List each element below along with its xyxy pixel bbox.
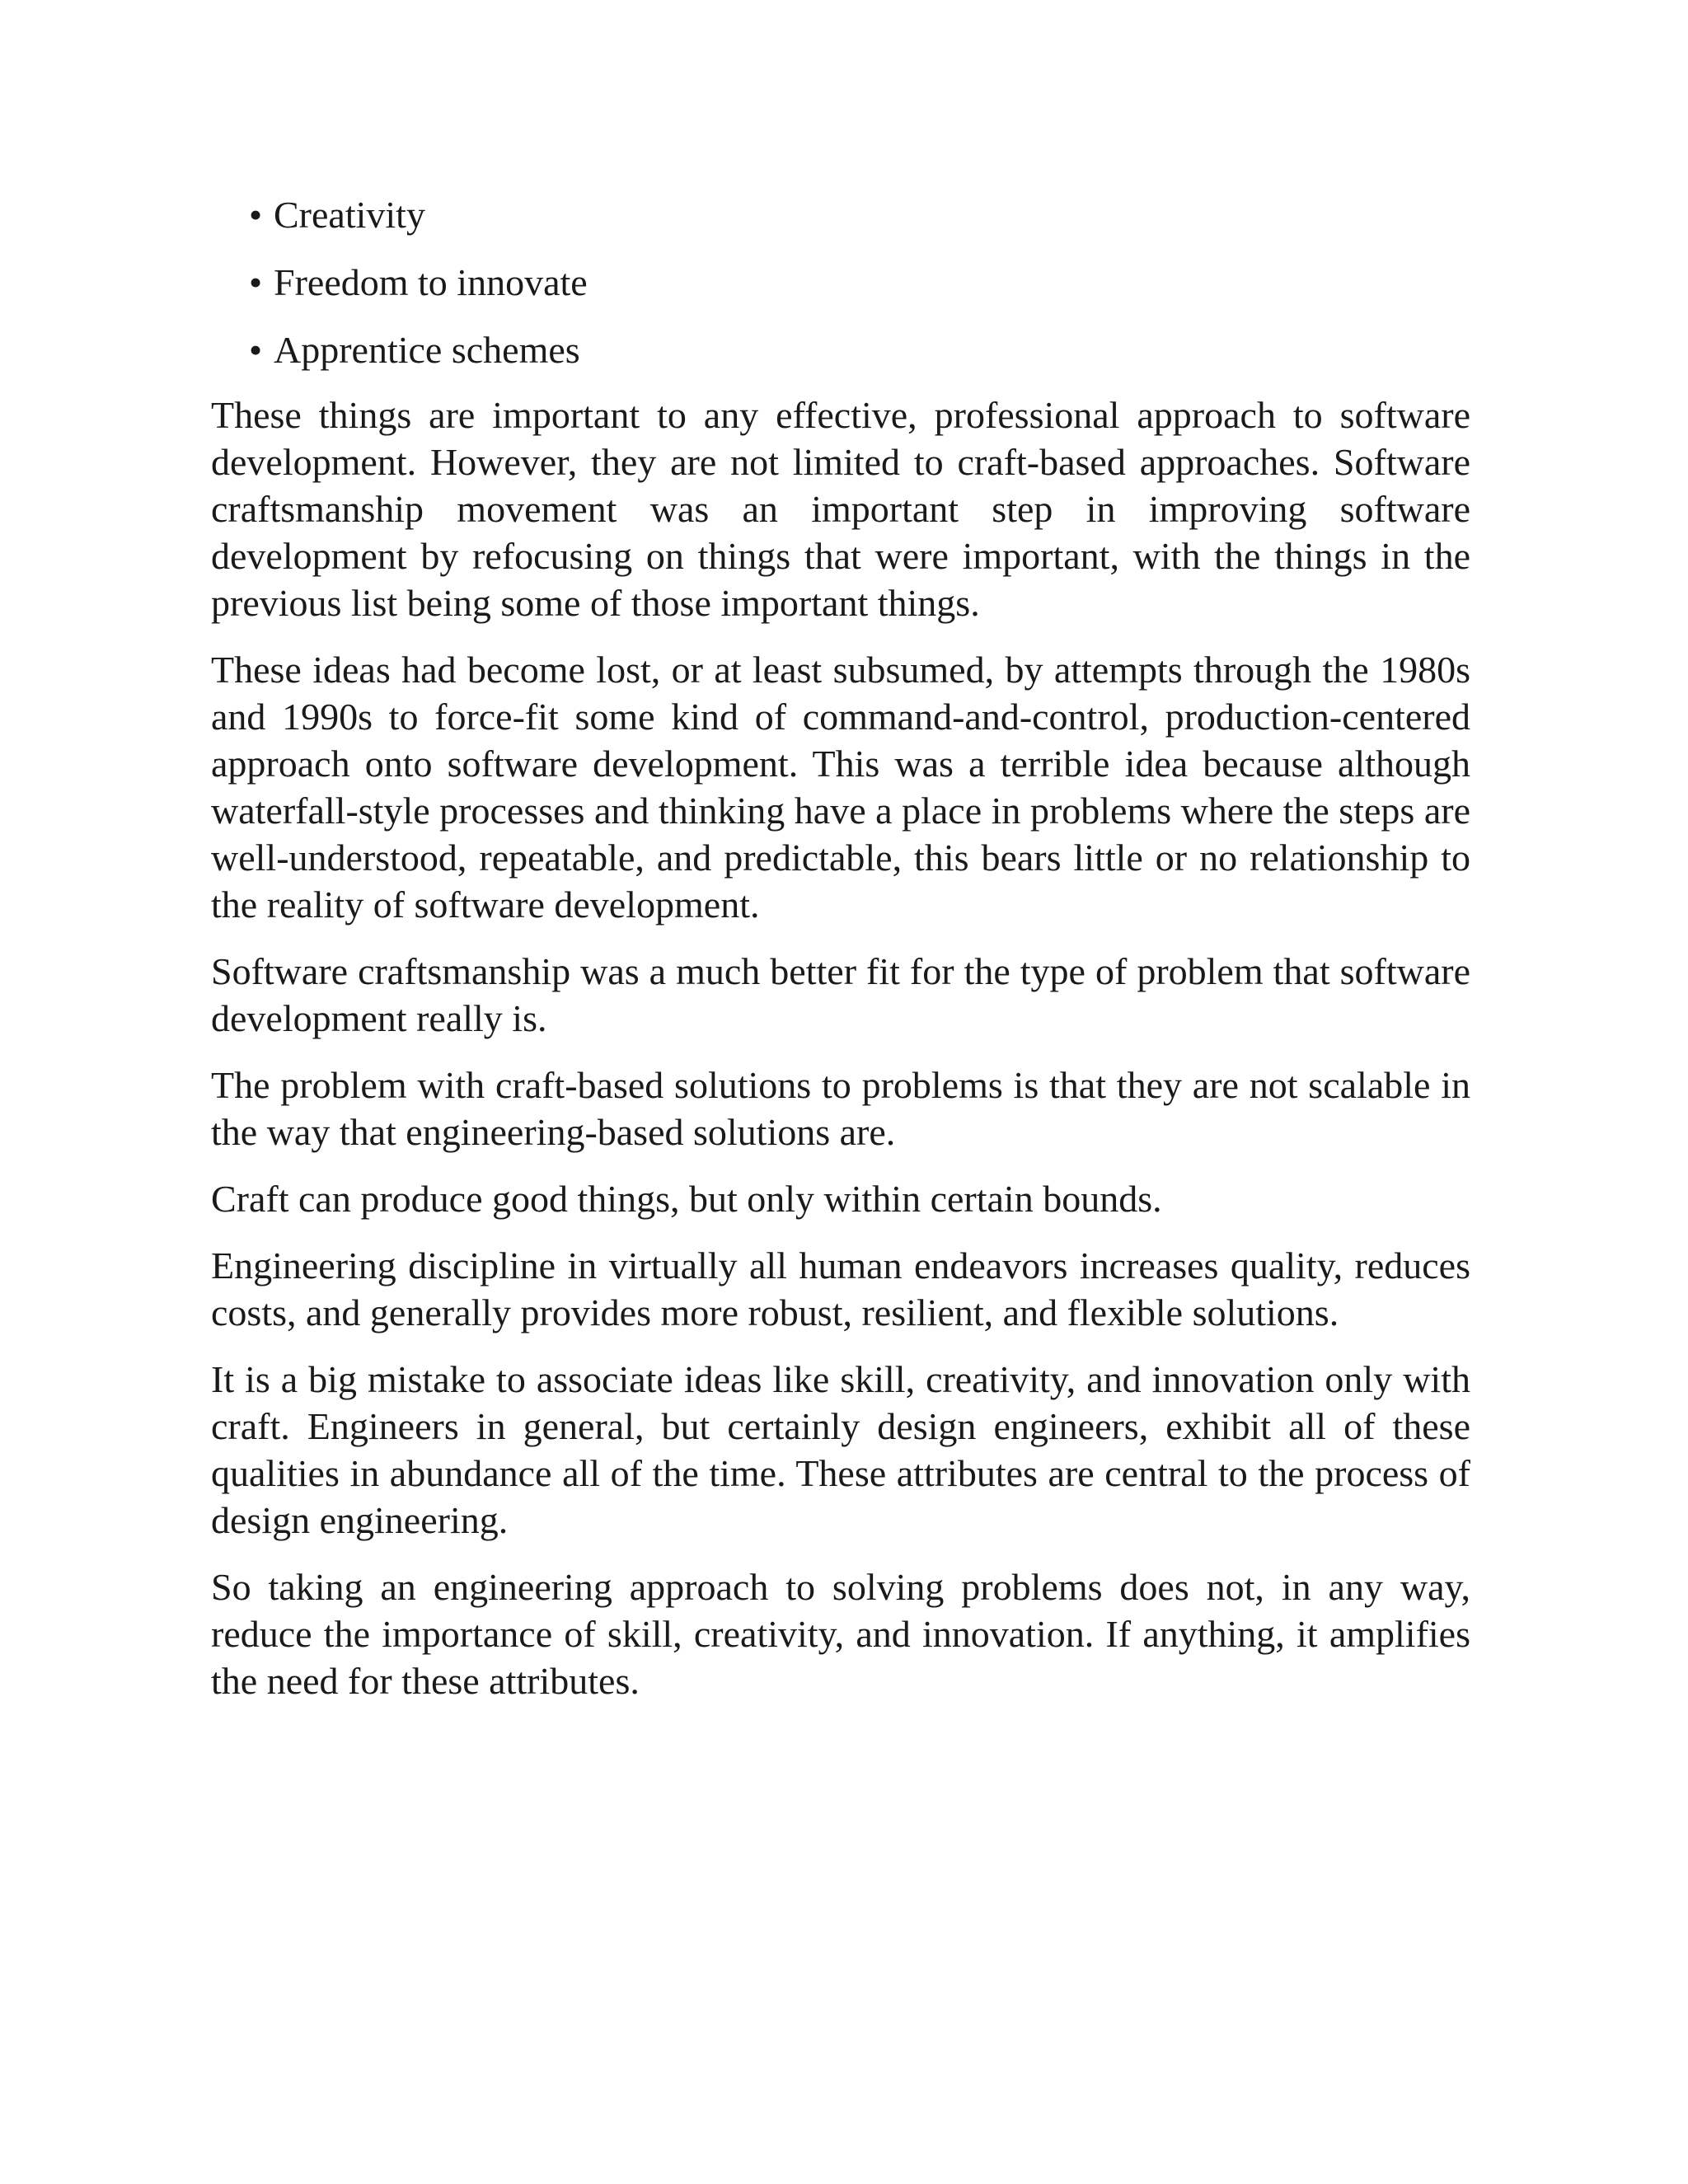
- list-item: [249, 191, 1470, 238]
- paragraph: These ideas had become lost, or at least subsumed, by attempts through the 1980s and 1990s to force-fit some kind of command-and-control, production-centered approach onto software development. This was a terrible idea because although waterfall-style processes and thinking have a place in problems where the steps are well-understood, repeatable, and predictable, this bears little or no relationship to the reality of software development.: [211, 649, 1470, 926]
- paragraph: So taking an engineering approach to solving problems does not, in any way, reduce the importance of skill, creativity, and innovation. If anything, it amplifies the need for these attributes.: [211, 1566, 1470, 1702]
- list-item-text: Creativity: [274, 194, 425, 236]
- paragraph: Engineering discipline in virtually all human endeavors increases quality, reduces costs, and generally provides more robust, resilient, and flexible solutions.: [211, 1244, 1470, 1333]
- list-item: [249, 259, 1470, 306]
- list-item-text: Freedom to innovate: [274, 261, 588, 303]
- paragraph: Software craftsmanship was a much better fit for the type of problem that software development really is.: [211, 950, 1470, 1039]
- list-item: [249, 326, 1470, 373]
- bullet-icon: •: [249, 194, 263, 236]
- paragraph: Craft can produce good things, but only within certain bounds.: [211, 1178, 1162, 1220]
- list-item-text: Apprentice schemes: [274, 329, 580, 371]
- paragraph: The problem with craft-based solutions to problems is that they are not scalable in the way that engineering-based solutions are.: [211, 1064, 1470, 1153]
- document-page: [211, 191, 1470, 1724]
- bullet-list: [211, 191, 1470, 373]
- bullet-icon: •: [249, 329, 263, 371]
- paragraph: It is a big mistake to associate ideas like skill, creativity, and innovation only with craft. Engineers in general, but certainly design engineers, exhibit all of these qualities in abundance all of the time. These attributes are central to the process of design engineering.: [211, 1358, 1470, 1541]
- paragraph: These things are important to any effective, professional approach to software development. However, they are not limited to craft-based approaches. Software craftsmanship movement was an important step in improving software development by refocusing on things that were important, with the things in the previous list being some of those important things.: [211, 394, 1470, 624]
- bullet-icon: •: [249, 261, 263, 303]
